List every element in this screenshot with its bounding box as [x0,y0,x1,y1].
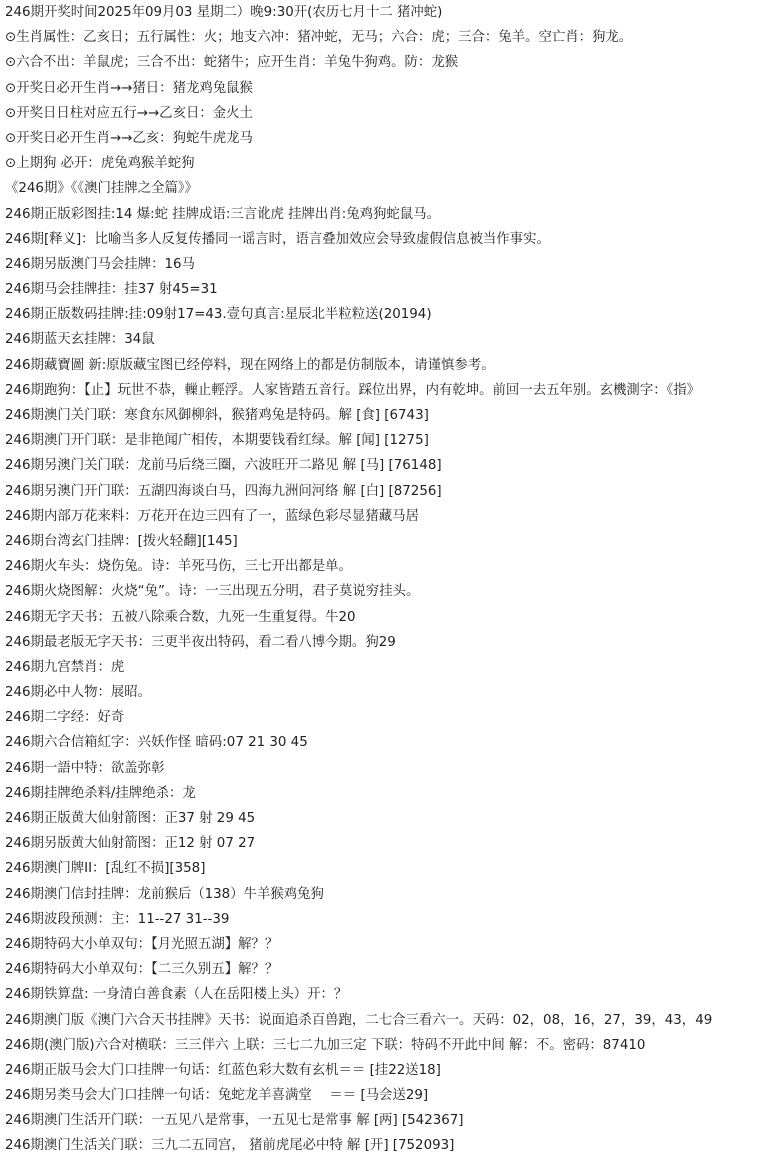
life-opening-couplet-line: 246期澳门生活开门联：一五见八是常事，一五见七是常事 解 [两] [542367] [5,1113,464,1129]
one-phrase-line: 246期一語中特：欲盖弥彰 [5,760,165,776]
figure-line: 246期必中人物：展昭。 [5,685,152,701]
blue-sky-board-line: 246期蓝天玄挂牌：34鼠 [5,332,155,348]
alt-closing-couplet-line: 246期另澳门关门联：龙前马后绕三圈，六波旺开二路见 解 [马] [76148] [5,458,442,474]
treasure-map-line: 246期藏寶圖 新:原版藏宝图已经停料，现在网络上的都是仿制版本，请谨慎参考。 [5,357,495,373]
abacus-line: 246期铁算盘: 一身清白善食素（人在岳阳楼上头）开：？ [5,987,348,1003]
wave-forecast-line: 246期波段预测：主：11--27 31--39 [5,911,230,927]
two-word-line: 246期二字经：好奇 [5,710,125,726]
section-heading: 《246期》《《澳门挂牌之全篇》》 [5,181,198,197]
inner-flowers-line: 246期内部万花来料：万花开在边三四有了一，蓝绿色彩尽显猪藏马居 [5,508,419,524]
wordless-book-line: 246期无字天书：五被八除乘合数，九死一生重复得。牛20 [5,609,356,625]
macau-board-ii-line: 246期澳门牌II：[乱红不损][358] [5,861,206,877]
alt-board-line: 246期另版澳门马会挂牌：16马 [5,256,195,272]
alt-gate-phrase-line: 246期另类马会大门口挂牌一句话：兔蛇龙羊喜满堂 ＝＝ [马会送29] [5,1088,429,1104]
archery-chart-line: 246期正版黄大仙射箭图：正37 射 29 45 [5,811,256,826]
liuhe-exclusion-line: ⊙六合不出：羊鼠虎；三合不出：蛇猪牛；应开生肖：羊兔牛狗鸡。防：龙猴 [5,55,459,71]
size-parity-line-2: 246期特码大小单双句：【二三久别五】解？？ [5,962,279,978]
train-head-line: 246期火车头：烧伤兔。诗：羊死马伤，三七开出都是单。 [5,559,352,575]
running-dog-line: 246期跑狗：【止】玩世不恭，轈止輕浮。人家皆踏五音行。踩位出界，内有乾坤。前回一去五年别。玄機測字：《指》 [5,382,701,398]
digit-board-line: 246期正版数码挂牌:挂:09射17=43.壹句真言:星辰北半粒粒送(20194) [5,307,432,323]
closing-couplet-line: 246期澳门关门联：寒食东风御柳斜，猴猪鸡兔是特码。解 [食] [6743] [5,408,429,423]
old-wordless-book-line: 246期最老版无字天书：三更半夜出特码，看二看八博今期。狗29 [5,634,396,650]
gate-phrase-line: 246期正版马会大门口挂牌一句话：红蓝色彩大数有玄机＝＝ [挂22送18] [5,1062,441,1078]
draw-info-line: 246期开奖时间2025年09月03 星期二）晚9:30开(农历七月十二 猪冲蛇) [5,5,443,20]
alt-archery-chart-line: 246期另版黄大仙射箭图：正12 射 07 27 [5,836,256,852]
pig-day-zodiac-line: ⊙开奖日必开生肖→→猪日：猪龙鸡兔鼠猴 [5,80,253,96]
size-parity-line-1: 246期特码大小单双句：【月光照五湖】解？？ [5,936,279,952]
color-chart-line: 246期正版彩图挂:14 爆:蛇 挂牌成语:三言讹虎 挂牌出肖:兔鸡狗蛇鼠马。 [5,206,440,222]
zodiac-attributes-line: ⊙生肖属性：乙亥日；五行属性：火；地支六冲：猪冲蛇，无马；六合：虎；三合：兔羊。空亡肖：狗龙。 [5,30,633,46]
opening-couplet-line: 246期澳门开门联：是非艳闻广相传，本期要钱看红绿。解 [闻] [1275] [5,433,429,449]
alt-opening-couplet-line: 246期另澳门开门联：五湖四海谈白马，四海九洲问河络 解 [白] [87256] [5,483,442,499]
jockey-club-board-line: 246期马会挂牌挂：挂37 射45=31 [5,282,218,298]
cross-couplet-line: 246期(澳门版)六合对横联：三三伴六 上联：三七二九加三定 下联：特码不开此中间 解：不。密码：87410 [5,1037,646,1053]
taiwan-board-line: 246期台湾玄门挂牌：[拨火轻翻][145] [5,533,238,549]
heaven-book-line: 246期澳门版《澳门六合天书挂牌》天书：说面追杀百兽跑，二七合三看六一。天码：02，08，16，27，39，43，49 [5,1012,713,1028]
nine-palace-line: 246期九宫禁肖：虎 [5,659,125,675]
idiom-explanation-line: 246期[释义]：比喻当多人反复传播同一谣言时，语言叠加效应会导致虚假信息被当作事实。 [5,231,550,247]
yihai-zodiac-line: ⊙开奖日必开生肖→→乙亥：狗蛇牛虎龙马 [5,130,253,146]
mailbox-line: 246期六合信箱紅字：兴妖作怪 暗码:07 21 30 45 [5,735,308,751]
board-kill-line: 246期挂牌绝杀料/挂牌绝杀：龙 [5,785,196,801]
day-five-elements-line: ⊙开奖日日柱对应五行→→乙亥日：金火土 [5,105,253,121]
fire-burn-line: 246期火烧图解：火烧“兔”。诗：一三出现五分明，君子莫说穷挂头。 [5,584,420,600]
life-closing-couplet-line: 246期澳门生活关门联：三九二五同宫， 猪前虎尾必中特 解 [开] [752093] [5,1138,455,1154]
envelope-board-line: 246期澳门信封挂牌：龙前猴后（138）牛羊猴鸡兔狗 [5,886,324,902]
previous-draw-line: ⊙上期狗 必开：虎兔鸡猴羊蛇狗 [5,156,195,172]
